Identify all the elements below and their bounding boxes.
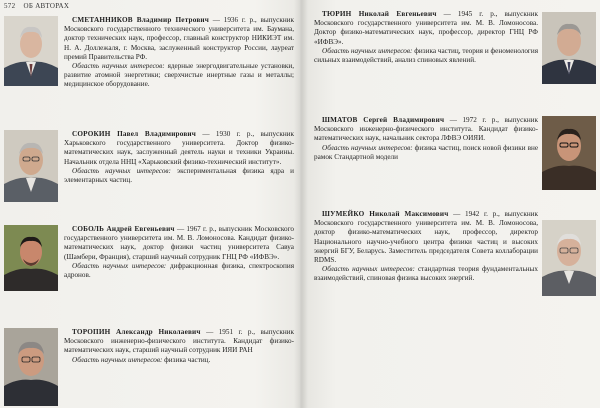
author-photo-shumeiko xyxy=(542,220,596,296)
interests-label: Область научных интересов: xyxy=(322,46,413,55)
interests-label: Область научных интересов: xyxy=(72,355,163,364)
author-name: СОБОЛЬ Андрей Евгеньевич xyxy=(72,225,175,233)
portrait-icon xyxy=(542,116,596,190)
author-name: ШМАТОВ Сергей Владимирович xyxy=(322,116,445,124)
author-entry xyxy=(314,10,538,65)
author-photo-shmatov xyxy=(542,116,596,190)
author-bio: — 1930 г. р., выпускник Харьковского государственного университета. Доктор физико-математических наук, заслуженный деятель науки и техники Украины. Начальник отдела ННЦ «Харьковский физико-технический институт». xyxy=(64,130,295,166)
section-title: ОБ АВТОРАХ xyxy=(23,2,70,10)
author-entry xyxy=(64,225,294,280)
author-entry xyxy=(64,130,294,185)
interests-text: физика частиц, поиск новой физики вне рамок Стандартной модели xyxy=(314,143,539,161)
interests-text: физика частиц, теория и феноменология сильных взаимодействий, анализ спиновых явлений. xyxy=(314,46,539,65)
interests-label: Область научных интересов: xyxy=(72,166,171,175)
portrait-icon xyxy=(4,130,58,202)
portrait-icon xyxy=(542,12,596,84)
portrait-icon xyxy=(4,328,58,406)
author-bio: — 1972 г. р., выпускник Московского инженерно-физического института. Кандидат физико-математических наук, начальник сектора ЛФВЭ ОИЯИ. xyxy=(314,116,538,143)
author-entry xyxy=(64,328,294,365)
interests-text: дифракционная физика, спектроскопия адронов. xyxy=(64,261,295,280)
book-gutter xyxy=(294,0,308,408)
interests-text: ядерные энергодвигательные установки, развитие атомной энергетики; сверхчистые инертные газы и металлы; медицинское оборудование. xyxy=(64,62,294,89)
author-name: СОРОКИН Павел Владимирович xyxy=(72,130,197,138)
author-bio: — 1936 г. р., выпускник Московского государственного технического университета им. Баумана, доктор технических наук, профессор, главный конструктор НИКИЭТ им. Н. А. Доллежаля, г. Москва, заслуженный конструктор России, лауреат премий Правительства РФ. xyxy=(64,16,295,61)
author-photo-tyurin xyxy=(542,12,596,84)
author-entry xyxy=(64,16,294,90)
running-head xyxy=(4,2,69,10)
author-name: СМЕТАННИКОВ Владимир Петрович xyxy=(72,16,210,24)
author-name: ТЮРИН Николай Евгеньевич xyxy=(322,10,437,18)
author-entry xyxy=(314,210,538,284)
author-name: ТОРОПИН Александр Николаевич xyxy=(72,328,201,336)
interests-label: Область научных интересов: xyxy=(72,261,167,270)
author-photo-sobol xyxy=(4,225,58,291)
right-page xyxy=(300,0,600,408)
author-bio: — 1967 г. р., выпускник Московского государственного университета им. М. В. Ломоносова. Кандидат физико-математических наук, доктор физики частиц университета Савуа (Шамбери, Франция), старший научный сотрудник ГНЦ РФ «ИФВЭ». xyxy=(64,225,294,261)
page-number: 572 xyxy=(4,2,16,10)
interests-label: Область научных интересов: xyxy=(322,265,415,274)
author-photo-sorokin xyxy=(4,130,58,202)
portrait-icon xyxy=(4,16,58,86)
interests-text: экспериментальная физика ядра и элементарных частиц. xyxy=(64,166,294,185)
interests-label: Область научных интересов: xyxy=(72,62,165,71)
author-bio: — 1945 г. р., выпускник Московского государственного университета им. М. В. Ломоносова. Доктор физико-математических наук, профессор, директор ГНЦ РФ «ИФВЭ». xyxy=(314,10,539,46)
interests-label: Область научных интересов: xyxy=(322,143,413,152)
author-bio: — 1942 г. р., выпускник Московского государственного университета им. М. В. Ломоносова, доктор физико-математических наук, профессор, директор Национального научно-учебного центра физики частиц и высоких энергий БГУ, Беларусь. Заместитель председателя Совета коллаборации RDMS. xyxy=(314,210,539,265)
author-entry xyxy=(314,116,538,162)
author-photo-smetannikov xyxy=(4,16,58,86)
portrait-icon xyxy=(4,225,58,291)
portrait-icon xyxy=(542,220,596,296)
author-photo-toropin xyxy=(4,328,58,406)
author-bio: — 1951 г. р., выпускник Московского инженерно-физического института. Кандидат физико-математических наук, старший научный сотрудник ИЯИ РАН xyxy=(64,328,295,355)
author-name: ШУМЕЙКО Николай Максимович xyxy=(322,210,449,218)
interests-text: стандартная теория фундаментальных взаимодействий, спиновая физика высоких энергий. xyxy=(314,265,538,283)
interests-text: физика частиц. xyxy=(164,355,211,364)
